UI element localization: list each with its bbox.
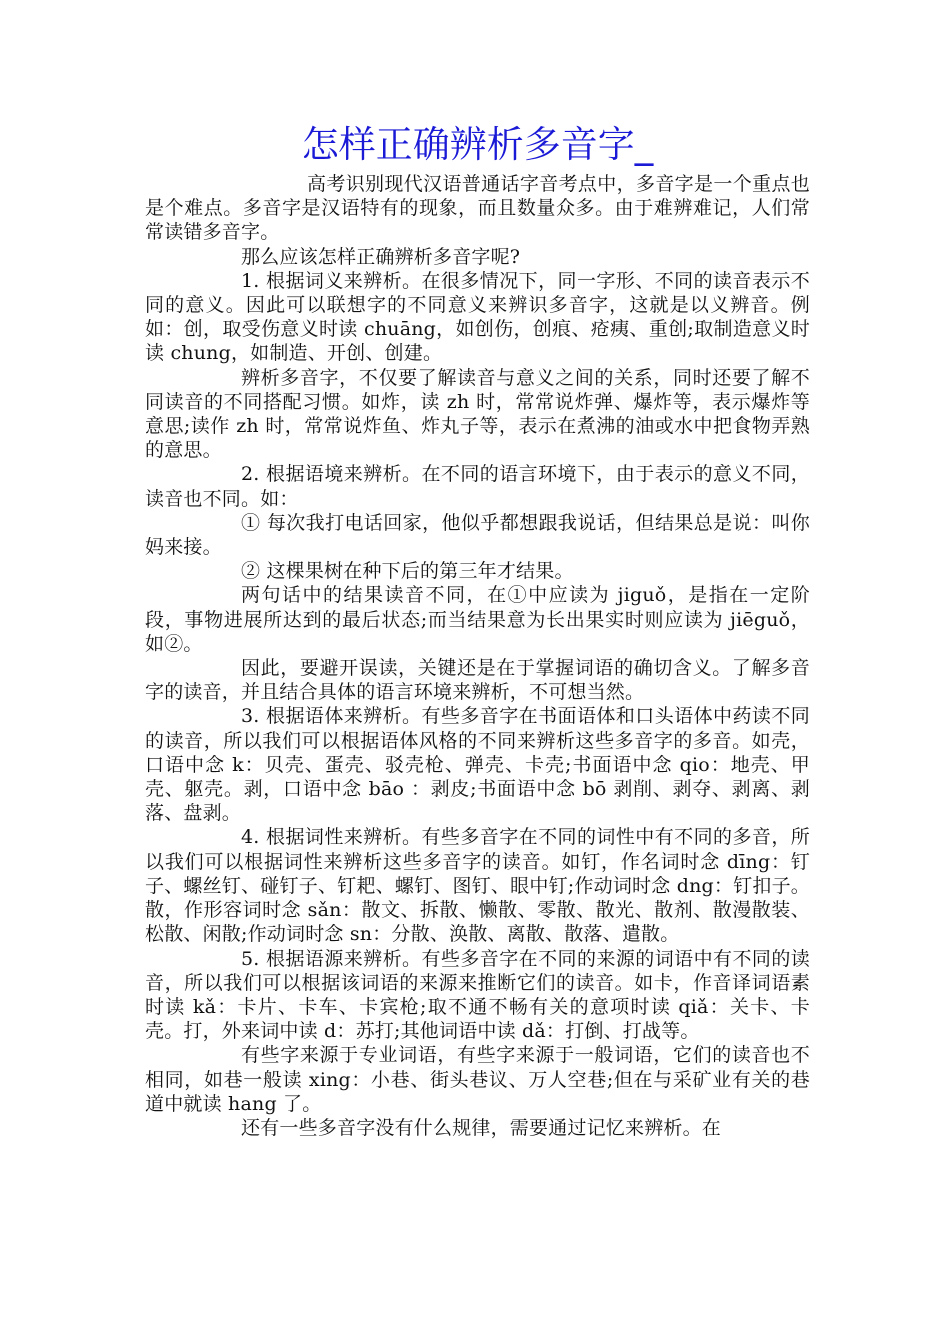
- paragraph-method-2-summary: 因此，要避开误读，关键还是在于掌握词语的确切含义。了解多音字的读音，并且结合具体的语言环境来辨析，不可想当然。: [145, 657, 810, 704]
- paragraph-example-explanation: 两句话中的结果读音不同，在①中应读为 jiguǒ，是指在一定阶段，事物进展所达到的最后状态;而当结果意为长出果实时则应读为 jiēguǒ，如②。: [145, 584, 810, 655]
- paragraph-method-2: 2. 根据语境来辨析。在不同的语言环境下，由于表示的意义不同，读音也不同。如：: [145, 463, 810, 510]
- document-page: [145, 118, 810, 1140]
- paragraph-intro: 高考识别现代汉语普通话字音考点中，多音字是一个重点也是个难点。多音字是汉语特有的现象，而且数量众多。由于难辨难记，人们常常读错多音字。: [145, 173, 810, 244]
- document-title: 怎样正确辨析多音字_: [301, 123, 654, 166]
- document-body: [145, 172, 810, 1140]
- paragraph-method-5: 5. 根据语源来辨析。有些多音字在不同的来源的词语中有不同的读音，所以我们可以根据该词语的来源来推断它们的读音。如卡，作音译词语素时读 kǎ：卡片、卡车、卡宾枪;取不通不畅有关的意项时读 qiǎ：关卡、卡壳。打，外来词中读 d：苏打;其他词语中读 dǎ：打倒、打战等。: [145, 947, 810, 1043]
- paragraph-example-1: ① 每次我打电话回家，他似乎都想跟我说话，但结果总是说：叫你妈来接。: [145, 511, 810, 559]
- paragraph-method-1: 1. 根据词义来辨析。在很多情况下，同一字形、不同的读音表示不同的意义。因此可以联想字的不同意义来辨识多音字，这就是以义辨音。例如：创，取受伤意义时读 chuāng，如创伤，创痕、疮痍、重创;取制造意义时读 chung，如制造、开创、创建。: [145, 269, 810, 365]
- paragraph-method-1-detail: 辨析多音字，不仅要了解读音与意义之间的关系，同时还要了解不同读音的不同搭配习惯。如炸，读 zh 时，常常说炸弹、爆炸等，表示爆炸等意思;读作 zh 时，常常说炸鱼、炸丸子等，表示在煮沸的油或水中把食物弄熟的意思。: [145, 366, 810, 462]
- paragraph-method-5-detail: 有些字来源于专业词语，有些字来源于一般词语，它们的读音也不相同，如巷一般读 xing：小巷、街头巷议、万人空巷;但在与采矿业有关的巷道中就读 hang 了。: [145, 1044, 810, 1115]
- paragraph-question: 那么应该怎样正确辨析多音字呢?: [241, 245, 521, 268]
- paragraph-method-4: 4. 根据词性来辨析。有些多音字在不同的词性中有不同的多音，所以我们可以根据词性来辨析这些多音字的读音。如钉，作名词时念 dīng：钉子、螺丝钉、碰钉子、钉耙、螺钉、图钉、眼中钉;作动词时念 dng：钉扣子。散，作形容词时念 sǎn：散文、拆散、懒散、零散、散光、散剂、散漫散装、松散、闲散;作动词时念 sn：分散、涣散、离散、散落、遣散。: [145, 826, 810, 946]
- paragraph-closing: 还有一些多音字没有什么规律，需要通过记忆来辨析。在: [241, 1116, 722, 1139]
- paragraph-method-3: 3. 根据语体来辨析。有些多音字在书面语体和口头语体中药读不同的读音，所以我们可以根据语体风格的不同来辨析这些多音字的多音。如壳，口语中念 k：贝壳、蛋壳、驳壳枪、弹壳、卡壳;书面语中念 qio：地壳、甲壳、躯壳。剥，口语中念 bāo ：剥皮;书面语中念 bō 剥削、剥夺、剥离、剥落、盘剥。: [145, 705, 810, 825]
- paragraph-example-2: ② 这棵果树在种下后的第三年才结果。: [241, 560, 574, 583]
